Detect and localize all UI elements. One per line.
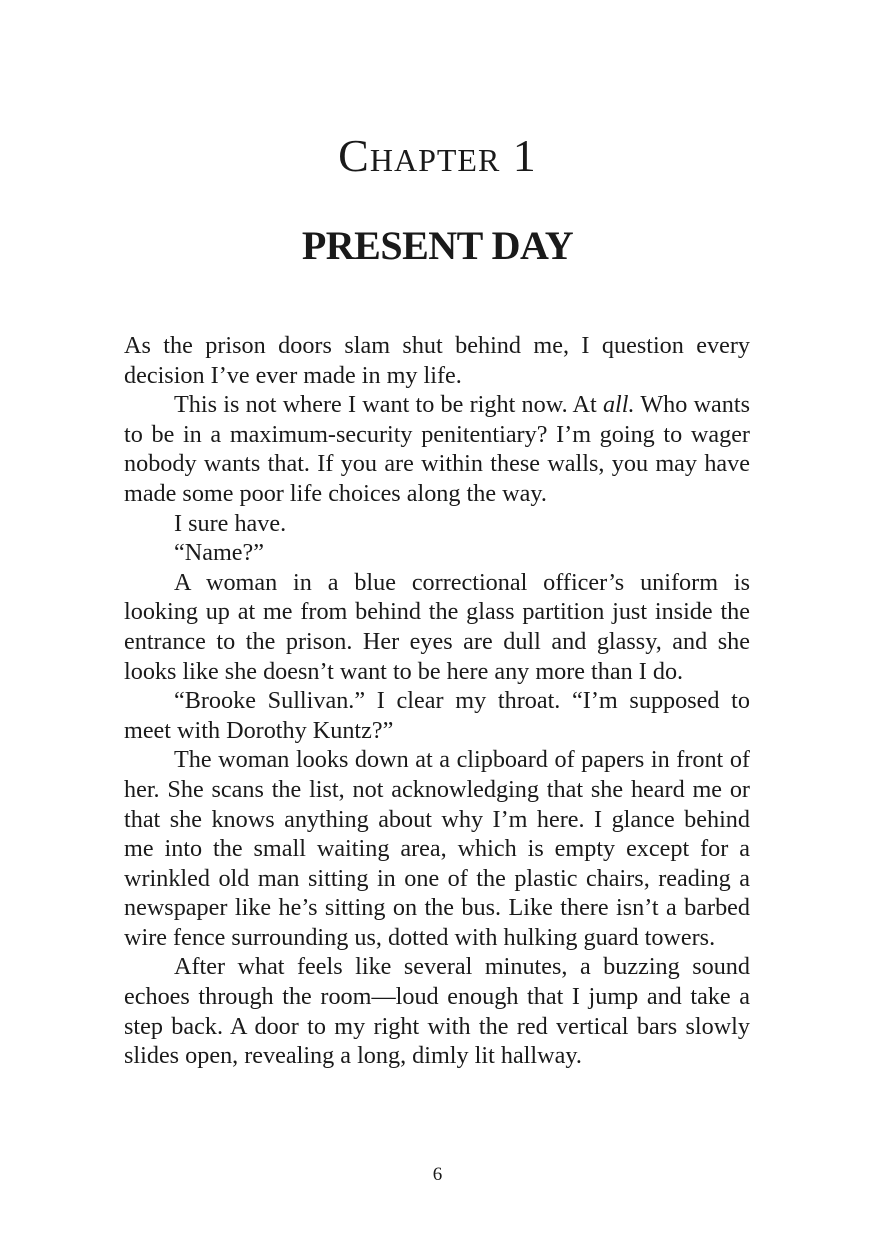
paragraph-text: As the prison doors slam shut behind me, I question every decision I’ve ever made in my life. bbox=[124, 332, 750, 389]
paragraph-text: After what feels like several minutes, a buzzing sound echoes through the room—loud enough that I jump and take a step back. A door to my right with the red vertical bars slowly slides open, revealing a long, dimly lit hallway. bbox=[124, 953, 750, 1070]
paragraph-text: This is not where I want to be right now. At bbox=[174, 391, 603, 419]
paragraph bbox=[124, 390, 750, 508]
paragraph bbox=[124, 538, 750, 568]
paragraph-text: “Brooke Sullivan.” I clear my throat. “I’m supposed to meet with Dorothy Kuntz?” bbox=[124, 687, 750, 744]
chapter-title: PRESENT DAY bbox=[301, 223, 574, 268]
chapter-label: Chapter 1 bbox=[338, 130, 537, 181]
paragraph bbox=[124, 509, 750, 539]
body-text bbox=[124, 331, 750, 1071]
paragraph bbox=[124, 952, 750, 1070]
paragraph-text: “Name?” bbox=[174, 539, 264, 567]
paragraph-text: I sure have. bbox=[174, 509, 287, 537]
paragraph-text: The woman looks down at a clipboard of papers in front of her. She scans the list, not acknowledging that she heard me or that she knows anything about why I’m here. I glance behind me into the small waiting area, which is empty except for a wrinkled old man sitting in one of the plastic chairs, reading a newspaper like he’s sitting on the bus. Like there isn’t a barbed wire fence surrounding us, dotted with hulking guard towers. bbox=[124, 746, 750, 951]
paragraph bbox=[124, 331, 750, 390]
emphasis-text: all. bbox=[602, 391, 635, 419]
paragraph-text: A woman in a blue correctional officer’s uniform is looking up at me from behind the glass partition just inside the entrance to the prison. Her eyes are dull and glassy, and she looks like she doesn’t want to be here any more than I do. bbox=[124, 568, 750, 685]
page-number: 6 bbox=[432, 1164, 443, 1185]
paragraph bbox=[124, 568, 750, 686]
paragraph bbox=[124, 745, 750, 952]
paragraph bbox=[124, 686, 750, 745]
paragraph-text: Who wants to be in a maximum-security penitentiary? I’m going to wager nobody wants that. If you are within these walls, you may have made some poor life choices along the way. bbox=[124, 391, 750, 507]
